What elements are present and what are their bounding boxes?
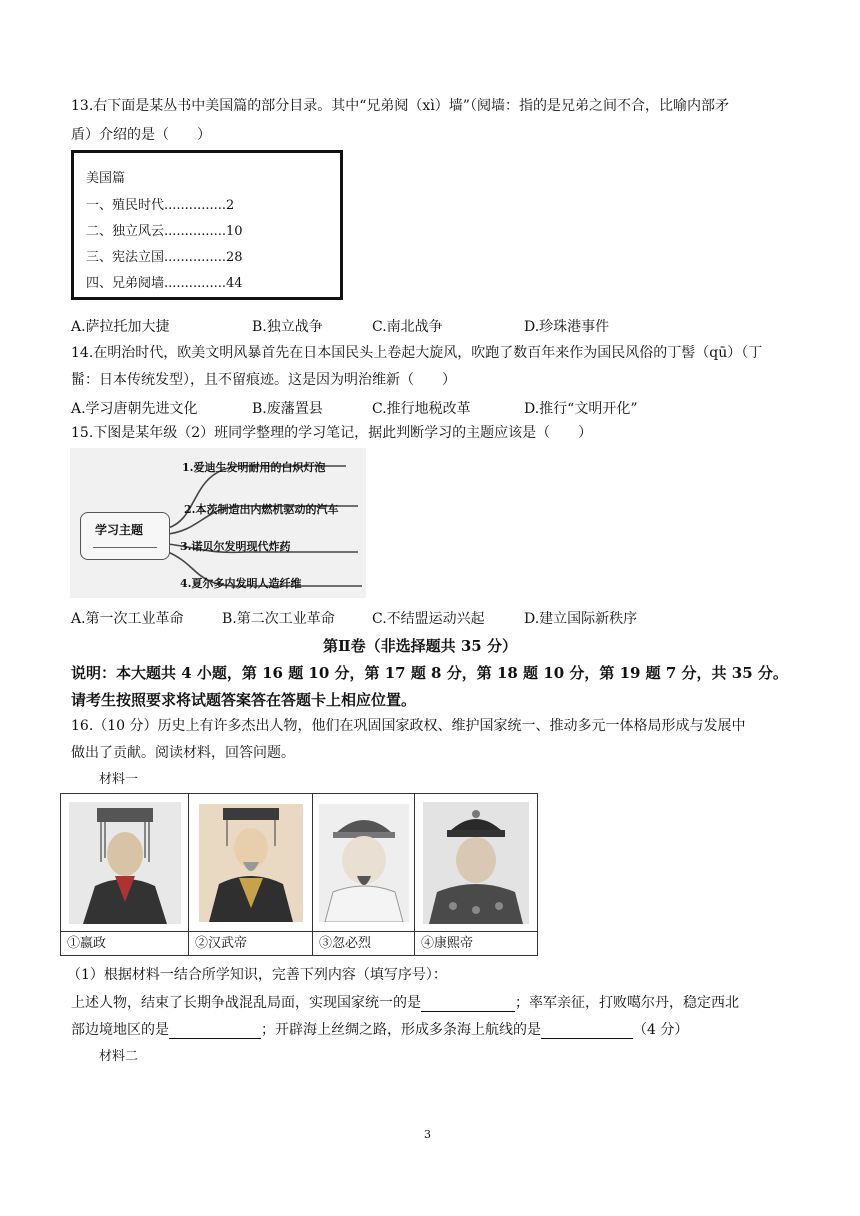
answer-blank[interactable] [421,997,515,1012]
mindmap-item: 2.本茨制造出内燃机驱动的汽车 [184,503,339,516]
q14-options [0,398,860,418]
option-b[interactable]: B.废藩置县 [252,401,323,417]
portrait-image [69,802,181,924]
material1-label: 材料一 [99,772,139,787]
q16-stem-line1: 16.（10 分）历史上有许多杰出人物，他们在巩固国家政权、维护国家统一、推动多元一体格局形成与发展中 [71,718,746,734]
q16-stem-line2: 做出了贡献。阅读材料，回答问题。 [71,745,295,761]
q14-stem-line2: 髷：日本传统发型），且不留痕迹。这是因为明治维新（ ） [71,372,456,388]
option-b[interactable]: B.第二次工业革命 [222,611,335,627]
portrait-table [60,793,538,956]
portrait-cell [313,794,415,955]
q16-sub1-line2: 部边境地区的是 ；开辟海上丝绸之路，形成多条海上航线的是 （4 分） [71,1022,689,1038]
option-b[interactable]: B.独立战争 [252,319,323,335]
mindmap-figure [70,448,366,598]
part2-note-line2: 请考生按照要求将试题答案答在答题卡上相应位置。 [71,691,417,709]
portrait-caption: ③忽必烈 [313,931,414,956]
toc-title: 美国篇 [86,171,126,186]
q13-options [0,316,860,336]
q16-sub1-prompt: （1）根据材料一结合所学知识，完善下列内容（填写序号）： [67,967,447,983]
toc-item: 三、宪法立国...............28 [86,250,243,265]
option-c[interactable]: C.不结盟运动兴起 [372,611,485,627]
portrait-cell [61,794,189,955]
option-a[interactable]: A.第一次工业革命 [71,611,184,627]
mindmap-item: 3.诺贝尔发明现代炸药 [180,540,291,553]
portrait-caption: ④康熙帝 [415,931,537,956]
portrait-caption: ①嬴政 [61,931,188,956]
toc-item: 二、独立风云...............10 [86,224,243,239]
option-c[interactable]: C.南北战争 [372,319,443,335]
option-a[interactable]: A.学习唐朝先进文化 [71,401,198,417]
part2-heading: 第Ⅱ卷（非选择题共 35 分） [323,637,517,655]
portrait-image [199,804,303,922]
toc-item: 一、殖民时代...............2 [86,198,235,213]
portrait-caption: ②汉武帝 [189,931,312,956]
portrait-cell [415,794,537,955]
option-d[interactable]: D.珍珠港事件 [524,319,610,335]
q14-stem-line1: 14.在明治时代，欧美文明风暴首先在日本国民头上卷起大旋风，吹跑了数百年来作为国民风俗的丁髻（qū）（丁 [71,345,763,361]
page-number: 3 [424,1128,431,1141]
mindmap-item: 4.夏尔多内发明人造纤维 [180,577,302,590]
q13-stem-line2: 盾）介绍的是（ ） [71,127,211,143]
q13-stem-line1: 13.右下面是某丛书中美国篇的部分目录。其中“兄弟阋（xì）墙”（阋墙：指的是兄弟之间不合，比喻内部矛 [71,98,729,114]
q15-options [0,608,860,628]
mindmap-item: 1.爱迪生发明耐用的白炽灯泡 [182,461,326,474]
toc-item: 四、兄弟阋墙...............44 [86,276,243,291]
q16-sub1-line1: 上述人物，结束了长期争战混乱局面，实现国家统一的是 ；率军亲征，打败噶尔丹，稳定西北 [71,995,739,1011]
toc-box [71,150,343,300]
q15-stem: 15.下图是某年级（2）班同学整理的学习笔记，据此判断学习的主题应该是（ ） [71,425,593,441]
answer-blank[interactable] [541,1024,633,1039]
material2-label: 材料二 [99,1049,139,1064]
mindmap-center: 学习主题 [80,512,170,560]
part2-note-line1: 说明：本大题共 4 小题，第 16 题 10 分，第 17 题 8 分，第 18 题 10 分，第 19 题 7 分，共 35 分。 [71,664,788,682]
option-d[interactable]: D.推行“文明开化” [524,401,638,417]
portrait-cell [189,794,313,955]
portrait-image [423,802,529,924]
option-a[interactable]: A.萨拉托加大捷 [71,319,170,335]
option-d[interactable]: D.建立国际新秩序 [524,611,638,627]
portrait-image [319,804,409,922]
option-c[interactable]: C.推行地税改革 [372,401,471,417]
answer-blank[interactable] [169,1024,261,1039]
